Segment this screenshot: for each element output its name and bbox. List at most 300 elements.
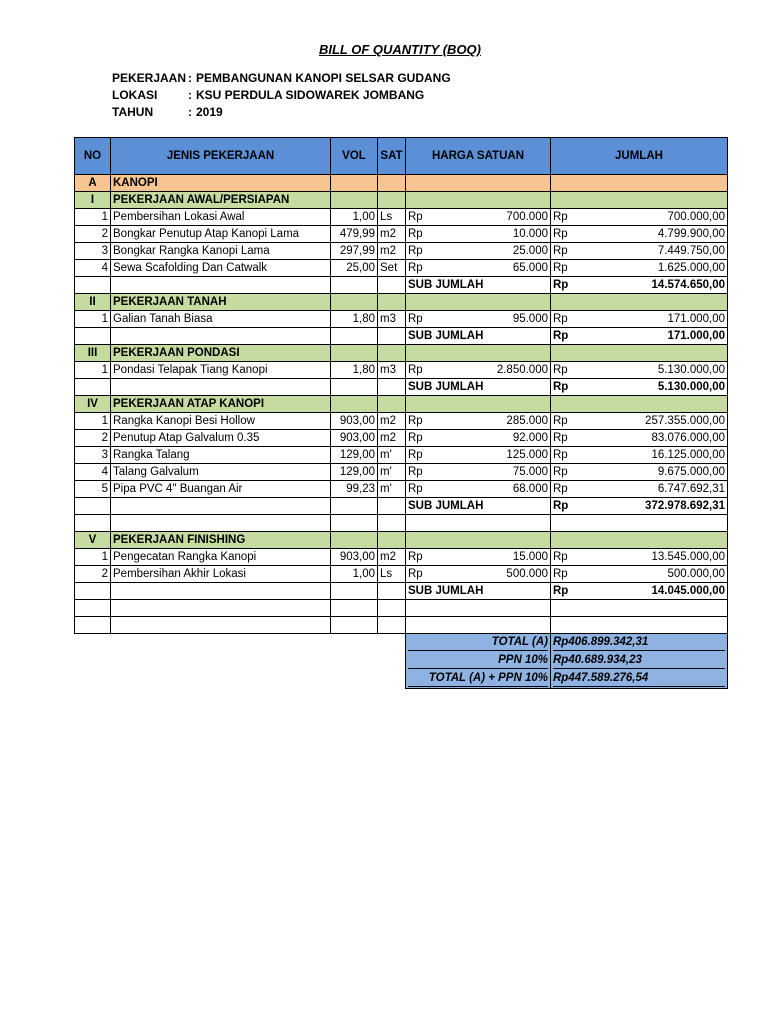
total-value: 406.899.342,31 (568, 636, 649, 648)
section-empty-cell (551, 345, 728, 362)
subtotal-empty-cell (378, 498, 406, 515)
currency-label: Rp (553, 448, 568, 461)
item-vol: 297,99 (331, 243, 378, 260)
total-row (75, 634, 728, 653)
item-harga-wrap (408, 363, 548, 378)
blank-cell (551, 617, 728, 634)
item-harga-wrap (408, 550, 548, 565)
section-empty-cell (331, 532, 378, 549)
item-name: Pembersihan Lokasi Awal (111, 209, 331, 226)
section-empty-cell (331, 192, 378, 209)
currency-label: Rp (408, 227, 423, 240)
item-vol: 99,23 (331, 481, 378, 498)
item-name: Pengecatan Rangka Kanopi (111, 549, 331, 566)
section-empty-cell (551, 294, 728, 311)
item-sat: m3 (378, 362, 406, 379)
total-label: PPN 10% (408, 653, 548, 669)
currency-label: Rp (553, 363, 568, 376)
item-jumlah (551, 447, 728, 464)
blank-cell (111, 617, 331, 634)
currency-label: Rp (553, 654, 569, 666)
total-value-cell (551, 670, 728, 689)
currency-label: Rp (553, 380, 569, 393)
subtotal-empty-cell (331, 277, 378, 294)
total-label: TOTAL (A) (408, 635, 548, 651)
item-vol: 1,00 (331, 209, 378, 226)
section-no: V (75, 532, 111, 549)
item-harga-wrap (408, 210, 548, 225)
header-jumlah: JUMLAH (551, 138, 728, 175)
currency-label: Rp (408, 363, 423, 376)
section-empty-cell (551, 532, 728, 549)
subtotal-empty-cell (111, 379, 331, 396)
table-row (75, 311, 728, 328)
subtotal-amount-wrap (553, 329, 725, 344)
table-row (75, 226, 728, 243)
currency-label: Rp (553, 584, 569, 597)
item-jumlah-value: 5.130.000,00 (657, 363, 725, 376)
category-empty-cell (331, 175, 378, 192)
table-row (75, 549, 728, 566)
table-row (75, 447, 728, 464)
meta-separator: : (188, 71, 192, 85)
subtotal-amount-wrap (553, 380, 725, 395)
currency-label: Rp (553, 261, 568, 274)
item-name: Rangka Kanopi Besi Hollow (111, 413, 331, 430)
subtotal-label: SUB JUMLAH (406, 583, 551, 600)
subtotal-empty-cell (378, 328, 406, 345)
item-sat: Set (378, 260, 406, 277)
section-no: III (75, 345, 111, 362)
item-harga-value: 500.000 (506, 567, 548, 580)
item-harga-value: 25.000 (512, 244, 548, 257)
item-jumlah-wrap (553, 414, 725, 429)
section-empty-cell (331, 396, 378, 413)
subtotal-label: SUB JUMLAH (406, 379, 551, 396)
table-row (75, 566, 728, 583)
meta-label: PEKERJAAN (112, 71, 187, 85)
item-jumlah-wrap (553, 482, 725, 497)
currency-label: Rp (553, 550, 568, 563)
total-spacer (75, 670, 406, 689)
item-harga-value: 285.000 (506, 414, 548, 427)
subtotal-row (75, 498, 728, 515)
item-jumlah (551, 430, 728, 447)
item-no: 5 (75, 481, 111, 498)
total-value: 447.589.276,54 (568, 672, 649, 684)
currency-label: Rp (408, 431, 423, 444)
table-header-row (75, 138, 728, 175)
item-harga (406, 226, 551, 243)
item-harga (406, 447, 551, 464)
meta-value: 2019 (196, 105, 223, 119)
item-jumlah (551, 549, 728, 566)
currency-label: Rp (553, 227, 568, 240)
meta-separator: : (188, 88, 192, 102)
document-title: BILL OF QUANTITY (BOQ) (318, 42, 481, 57)
total-label: TOTAL (A) + PPN 10% (408, 671, 548, 687)
item-jumlah-value: 83.076.000,00 (651, 431, 725, 444)
total-value: 40.689.934,23 (568, 654, 642, 666)
subtotal-amount-value: 14.574.650,00 (651, 278, 725, 291)
section-empty-cell (378, 396, 406, 413)
header-harga-satuan: HARGA SATUAN (406, 138, 551, 175)
blank-cell (111, 515, 331, 532)
item-name: Rangka Talang (111, 447, 331, 464)
item-harga (406, 311, 551, 328)
item-vol: 129,00 (331, 464, 378, 481)
item-jumlah-wrap (553, 448, 725, 463)
subtotal-empty-cell (75, 583, 111, 600)
item-no: 4 (75, 260, 111, 277)
item-harga (406, 481, 551, 498)
item-jumlah-wrap (553, 567, 725, 582)
blank-cell (551, 515, 728, 532)
item-jumlah (551, 243, 728, 260)
boq-table (74, 137, 728, 689)
subtotal-amount-wrap (553, 278, 725, 293)
subtotal-empty-cell (75, 277, 111, 294)
meta-row-pekerjaan (112, 70, 451, 87)
item-sat: m' (378, 481, 406, 498)
item-no: 1 (75, 362, 111, 379)
item-vol: 479,99 (331, 226, 378, 243)
item-jumlah (551, 226, 728, 243)
subtotal-amount-value: 171.000,00 (667, 329, 725, 342)
section-row (75, 532, 728, 549)
blank-cell (378, 600, 406, 617)
item-jumlah-wrap (553, 363, 725, 378)
item-no: 4 (75, 464, 111, 481)
currency-label: Rp (553, 244, 568, 257)
section-row (75, 396, 728, 413)
blank-cell (406, 515, 551, 532)
subtotal-empty-cell (331, 328, 378, 345)
item-jumlah-value: 7.449.750,00 (657, 244, 725, 257)
section-empty-cell (406, 345, 551, 362)
meta-label: LOKASI (112, 88, 158, 102)
blank-cell (551, 600, 728, 617)
item-no: 1 (75, 413, 111, 430)
currency-label: Rp (553, 482, 568, 495)
item-jumlah (551, 362, 728, 379)
meta-separator: : (188, 105, 192, 119)
section-name: PEKERJAAN AWAL/PERSIAPAN (111, 192, 331, 209)
item-jumlah-value: 700.000,00 (667, 210, 725, 223)
total-value-wrap (553, 671, 725, 687)
subtotal-amount-value: 5.130.000,00 (657, 380, 725, 393)
currency-label: Rp (408, 414, 423, 427)
item-jumlah-wrap (553, 431, 725, 446)
item-harga-value: 68.000 (512, 482, 548, 495)
section-empty-cell (378, 532, 406, 549)
item-jumlah-value: 16.125.000,00 (651, 448, 725, 461)
subtotal-row (75, 277, 728, 294)
item-no: 3 (75, 447, 111, 464)
item-vol: 129,00 (331, 447, 378, 464)
item-name: Pembersihan Akhir Lokasi (111, 566, 331, 583)
blank-row (75, 515, 728, 532)
item-harga-wrap (408, 448, 548, 463)
item-name: Bongkar Rangka Kanopi Lama (111, 243, 331, 260)
item-jumlah-value: 1.625.000,00 (657, 261, 725, 274)
item-harga-value: 700.000 (506, 210, 548, 223)
section-empty-cell (406, 294, 551, 311)
item-no: 2 (75, 566, 111, 583)
header-vol: VOL (331, 138, 378, 175)
item-vol: 903,00 (331, 413, 378, 430)
item-vol: 903,00 (331, 430, 378, 447)
item-jumlah-value: 13.545.000,00 (651, 550, 725, 563)
category-empty-cell (551, 175, 728, 192)
section-empty-cell (378, 294, 406, 311)
currency-label: Rp (408, 567, 423, 580)
table-row (75, 464, 728, 481)
item-jumlah-wrap (553, 244, 725, 259)
blank-row (75, 600, 728, 617)
item-harga-value: 92.000 (512, 431, 548, 444)
section-empty-cell (406, 532, 551, 549)
item-jumlah-wrap (553, 210, 725, 225)
currency-label: Rp (553, 278, 569, 291)
currency-label: Rp (408, 482, 423, 495)
boq-body (75, 175, 728, 689)
subtotal-row (75, 583, 728, 600)
subtotal-empty-cell (331, 498, 378, 515)
blank-cell (111, 600, 331, 617)
item-name: Pipa PVC 4" Buangan Air (111, 481, 331, 498)
header-jenis-pekerjaan: JENIS PEKERJAAN (111, 138, 331, 175)
section-name: PEKERJAAN TANAH (111, 294, 331, 311)
item-harga-wrap (408, 414, 548, 429)
subtotal-empty-cell (331, 583, 378, 600)
blank-cell (406, 617, 551, 634)
subtotal-amount (551, 277, 728, 294)
item-jumlah (551, 413, 728, 430)
item-vol: 25,00 (331, 260, 378, 277)
item-harga-wrap (408, 312, 548, 327)
item-jumlah (551, 566, 728, 583)
section-row (75, 294, 728, 311)
item-no: 2 (75, 226, 111, 243)
blank-cell (331, 515, 378, 532)
currency-label: Rp (408, 465, 423, 478)
currency-label: Rp (553, 210, 568, 223)
total-value-cell (551, 634, 728, 653)
item-harga-value: 65.000 (512, 261, 548, 274)
item-sat: m' (378, 447, 406, 464)
currency-label: Rp (408, 550, 423, 563)
currency-label: Rp (408, 261, 423, 274)
item-no: 3 (75, 243, 111, 260)
item-vol: 903,00 (331, 549, 378, 566)
item-harga-value: 2.850.000 (496, 363, 548, 376)
item-harga-wrap (408, 227, 548, 242)
item-name: Pondasi Telapak Tiang Kanopi (111, 362, 331, 379)
meta-value: KSU PERDULA SIDOWAREK JOMBANG (196, 88, 425, 102)
item-harga (406, 549, 551, 566)
item-harga-value: 95.000 (512, 312, 548, 325)
subtotal-amount-wrap (553, 584, 725, 599)
subtotal-label: SUB JUMLAH (406, 328, 551, 345)
total-label-cell (406, 634, 551, 653)
item-jumlah (551, 481, 728, 498)
table-row (75, 413, 728, 430)
subtotal-empty-cell (75, 498, 111, 515)
blank-cell (331, 600, 378, 617)
blank-cell (75, 515, 111, 532)
currency-label: Rp (553, 672, 569, 684)
total-spacer (75, 634, 406, 653)
section-empty-cell (331, 294, 378, 311)
item-no: 2 (75, 430, 111, 447)
blank-cell (378, 515, 406, 532)
subtotal-empty-cell (75, 328, 111, 345)
subtotal-label: SUB JUMLAH (406, 277, 551, 294)
blank-cell (378, 617, 406, 634)
currency-label: Rp (408, 312, 423, 325)
item-harga-wrap (408, 465, 548, 480)
item-jumlah-wrap (553, 465, 725, 480)
header-no: NO (75, 138, 111, 175)
item-vol: 1,00 (331, 566, 378, 583)
blank-cell (406, 600, 551, 617)
section-name: PEKERJAAN PONDASI (111, 345, 331, 362)
total-row (75, 670, 728, 689)
subtotal-amount-value: 14.045.000,00 (651, 584, 725, 597)
subtotal-empty-cell (111, 498, 331, 515)
item-harga-value: 125.000 (506, 448, 548, 461)
item-harga-wrap (408, 482, 548, 497)
item-harga (406, 243, 551, 260)
item-harga-wrap (408, 431, 548, 446)
section-no: II (75, 294, 111, 311)
subtotal-empty-cell (111, 583, 331, 600)
subtotal-empty-cell (378, 277, 406, 294)
table-row (75, 243, 728, 260)
item-no: 1 (75, 311, 111, 328)
total-spacer (75, 652, 406, 670)
subtotal-amount (551, 379, 728, 396)
section-no: I (75, 192, 111, 209)
blank-cell (75, 600, 111, 617)
section-no: IV (75, 396, 111, 413)
item-sat: m2 (378, 430, 406, 447)
item-sat: Ls (378, 209, 406, 226)
blank-row (75, 617, 728, 634)
item-name: Sewa Scafolding Dan Catwalk (111, 260, 331, 277)
item-vol: 1,80 (331, 311, 378, 328)
item-jumlah-value: 9.675.000,00 (657, 465, 725, 478)
section-empty-cell (551, 396, 728, 413)
subtotal-row (75, 328, 728, 345)
subtotal-amount (551, 328, 728, 345)
subtotal-empty-cell (331, 379, 378, 396)
table-row (75, 209, 728, 226)
item-jumlah-wrap (553, 550, 725, 565)
item-harga-value: 75.000 (512, 465, 548, 478)
section-empty-cell (378, 345, 406, 362)
meta-row-lokasi (112, 87, 451, 104)
item-jumlah (551, 464, 728, 481)
section-name: PEKERJAAN FINISHING (111, 532, 331, 549)
subtotal-amount (551, 583, 728, 600)
table-row (75, 430, 728, 447)
item-harga-value: 15.000 (512, 550, 548, 563)
meta-label: TAHUN (112, 105, 154, 119)
section-empty-cell (406, 396, 551, 413)
item-harga-wrap (408, 261, 548, 276)
item-no: 1 (75, 209, 111, 226)
item-no: 1 (75, 549, 111, 566)
total-value-wrap (553, 635, 725, 651)
currency-label: Rp (553, 499, 569, 512)
subtotal-empty-cell (111, 328, 331, 345)
item-harga (406, 430, 551, 447)
section-empty-cell (551, 192, 728, 209)
item-name: Penutup Atap Galvalum 0.35 (111, 430, 331, 447)
item-vol: 1,80 (331, 362, 378, 379)
item-name: Galian Tanah Biasa (111, 311, 331, 328)
section-empty-cell (378, 192, 406, 209)
item-harga-value: 10.000 (512, 227, 548, 240)
subtotal-empty-cell (111, 277, 331, 294)
currency-label: Rp (408, 210, 423, 223)
item-jumlah-value: 4.799.900,00 (657, 227, 725, 240)
total-label-cell (406, 670, 551, 689)
header-sat: SAT (378, 138, 406, 175)
category-name: KANOPI (111, 175, 331, 192)
subtotal-label: SUB JUMLAH (406, 498, 551, 515)
item-jumlah (551, 209, 728, 226)
blank-cell (75, 617, 111, 634)
currency-label: Rp (553, 431, 568, 444)
item-jumlah-wrap (553, 227, 725, 242)
item-jumlah-value: 500.000,00 (667, 567, 725, 580)
item-jumlah (551, 311, 728, 328)
subtotal-empty-cell (75, 379, 111, 396)
item-sat: m2 (378, 549, 406, 566)
item-jumlah (551, 260, 728, 277)
subtotal-row (75, 379, 728, 396)
item-harga (406, 566, 551, 583)
category-empty-cell (378, 175, 406, 192)
currency-label: Rp (553, 567, 568, 580)
item-sat: m' (378, 464, 406, 481)
section-empty-cell (331, 345, 378, 362)
subtotal-amount-value: 372.978.692,31 (645, 499, 725, 512)
currency-label: Rp (553, 636, 569, 648)
item-harga (406, 464, 551, 481)
table-row (75, 481, 728, 498)
total-value-wrap (553, 653, 725, 669)
subtotal-empty-cell (378, 583, 406, 600)
item-harga (406, 413, 551, 430)
total-label-cell (406, 652, 551, 670)
item-jumlah-value: 171.000,00 (667, 312, 725, 325)
category-empty-cell (406, 175, 551, 192)
item-harga-wrap (408, 567, 548, 582)
subtotal-empty-cell (378, 379, 406, 396)
project-meta (112, 70, 451, 121)
total-value-cell (551, 652, 728, 670)
item-sat: m2 (378, 226, 406, 243)
currency-label: Rp (553, 465, 568, 478)
table-row (75, 260, 728, 277)
currency-label: Rp (408, 448, 423, 461)
item-name: Talang Galvalum (111, 464, 331, 481)
currency-label: Rp (553, 414, 568, 427)
